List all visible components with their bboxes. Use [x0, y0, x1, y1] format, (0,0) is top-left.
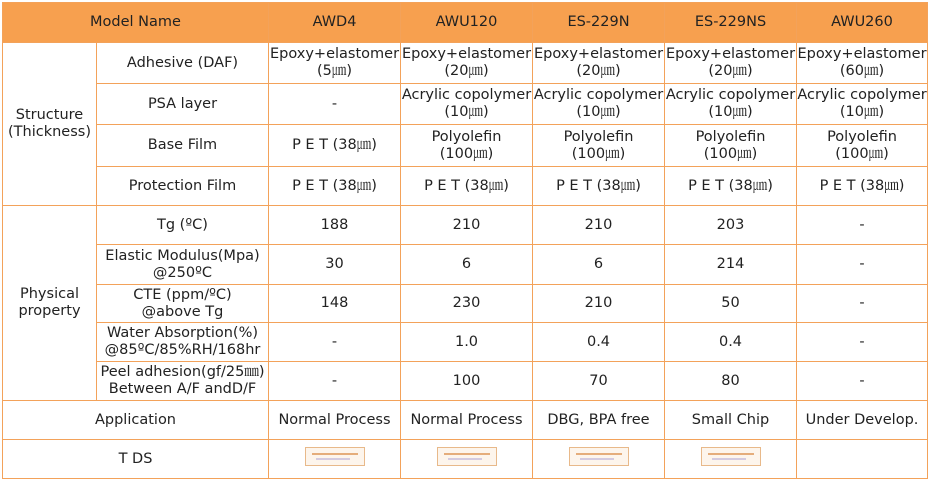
row-label: Protection Film	[97, 167, 269, 206]
table-row	[3, 323, 928, 362]
table-row	[3, 285, 928, 323]
table-cell: 210	[533, 285, 665, 323]
table-cell: Acrylic copolymer (10㎛)	[665, 84, 797, 125]
table-cell: -	[797, 245, 928, 285]
table-cell: 6	[533, 245, 665, 285]
table-row	[3, 125, 928, 167]
table-cell: Epoxy+elastomer (20㎛)	[665, 43, 797, 84]
table-cell: Acrylic copolymer (10㎛)	[797, 84, 928, 125]
table-row	[3, 84, 928, 125]
table-row	[3, 440, 928, 479]
table-cell: 148	[269, 285, 401, 323]
table-cell: 210	[533, 206, 665, 245]
table-cell: 1.0	[401, 323, 533, 362]
application-label: Application	[3, 401, 269, 440]
header-model-awu260: AWU260	[797, 3, 928, 43]
table-cell: Under Develop.	[797, 401, 928, 440]
table-cell: Polyolefin (100㎛)	[665, 125, 797, 167]
header-row	[3, 3, 928, 43]
table-cell: 0.4	[533, 323, 665, 362]
table-cell: 100	[401, 362, 533, 401]
table-cell: Epoxy+elastomer (20㎛)	[533, 43, 665, 84]
header-model-awu120: AWU120	[401, 3, 533, 43]
table-cell: Small Chip	[665, 401, 797, 440]
tds-cell	[533, 440, 665, 479]
table-cell: Polyolefin (100㎛)	[533, 125, 665, 167]
table-cell: P E T (38㎛)	[665, 167, 797, 206]
table-row	[3, 245, 928, 285]
table-cell: Epoxy+elastomer (20㎛)	[401, 43, 533, 84]
table-cell: -	[269, 323, 401, 362]
table-cell: -	[797, 206, 928, 245]
tds-document-icon[interactable]	[305, 447, 365, 466]
table-cell: P E T (38㎛)	[797, 167, 928, 206]
product-spec-table	[2, 2, 928, 479]
header-model-es-229ns: ES-229NS	[665, 3, 797, 43]
table-cell: Epoxy+elastomer (5㎛)	[269, 43, 401, 84]
table-cell: -	[797, 323, 928, 362]
row-label: Base Film	[97, 125, 269, 167]
structure-group-label: Structure (Thickness)	[3, 43, 97, 206]
header-model-name: Model Name	[3, 3, 269, 43]
table-row	[3, 362, 928, 401]
row-label: Water Absorption(%) @85ºC/85%RH/168hr	[97, 323, 269, 362]
table-cell: 80	[665, 362, 797, 401]
table-cell: 6	[401, 245, 533, 285]
table-cell: 0.4	[665, 323, 797, 362]
table-cell: Polyolefin (100㎛)	[797, 125, 928, 167]
table-row	[3, 43, 928, 84]
tds-cell	[665, 440, 797, 479]
table-cell: 203	[665, 206, 797, 245]
row-label: Peel adhesion(gf/25㎜) Between A/F andD/F	[97, 362, 269, 401]
tds-cell	[401, 440, 533, 479]
tds-cell-empty	[797, 440, 928, 479]
row-label: Tg (ºC)	[97, 206, 269, 245]
table-cell: -	[797, 285, 928, 323]
row-label: Adhesive (DAF)	[97, 43, 269, 84]
table-cell: -	[269, 84, 401, 125]
row-label: PSA layer	[97, 84, 269, 125]
table-cell: 210	[401, 206, 533, 245]
table-cell: P E T (38㎛)	[269, 167, 401, 206]
table-cell: -	[797, 362, 928, 401]
header-model-es-229n: ES-229N	[533, 3, 665, 43]
table-cell: 50	[665, 285, 797, 323]
tds-label: T DS	[3, 440, 269, 479]
table-cell: Acrylic copolymer (10㎛)	[533, 84, 665, 125]
table-cell: Normal Process	[269, 401, 401, 440]
row-label: Elastic Modulus(Mpa) @250ºC	[97, 245, 269, 285]
table-cell: 70	[533, 362, 665, 401]
row-label: CTE (ppm/ºC) @above Tg	[97, 285, 269, 323]
table-row	[3, 167, 928, 206]
table-cell: 188	[269, 206, 401, 245]
table-cell: Acrylic copolymer (10㎛)	[401, 84, 533, 125]
table-cell: 230	[401, 285, 533, 323]
tds-document-icon[interactable]	[569, 447, 629, 466]
table-cell: P E T (38㎛)	[269, 125, 401, 167]
table-row	[3, 401, 928, 440]
tds-cell	[269, 440, 401, 479]
tds-document-icon[interactable]	[437, 447, 497, 466]
table-cell: 30	[269, 245, 401, 285]
table-cell: P E T (38㎛)	[401, 167, 533, 206]
physical-group-label: Physical property	[3, 206, 97, 401]
header-model-awd4: AWD4	[269, 3, 401, 43]
tds-document-icon[interactable]	[701, 447, 761, 466]
table-cell: Epoxy+elastomer (60㎛)	[797, 43, 928, 84]
table-cell: -	[269, 362, 401, 401]
table-cell: 214	[665, 245, 797, 285]
table-cell: Normal Process	[401, 401, 533, 440]
table-cell: P E T (38㎛)	[533, 167, 665, 206]
table-cell: DBG, BPA free	[533, 401, 665, 440]
table-row	[3, 206, 928, 245]
table-cell: Polyolefin (100㎛)	[401, 125, 533, 167]
